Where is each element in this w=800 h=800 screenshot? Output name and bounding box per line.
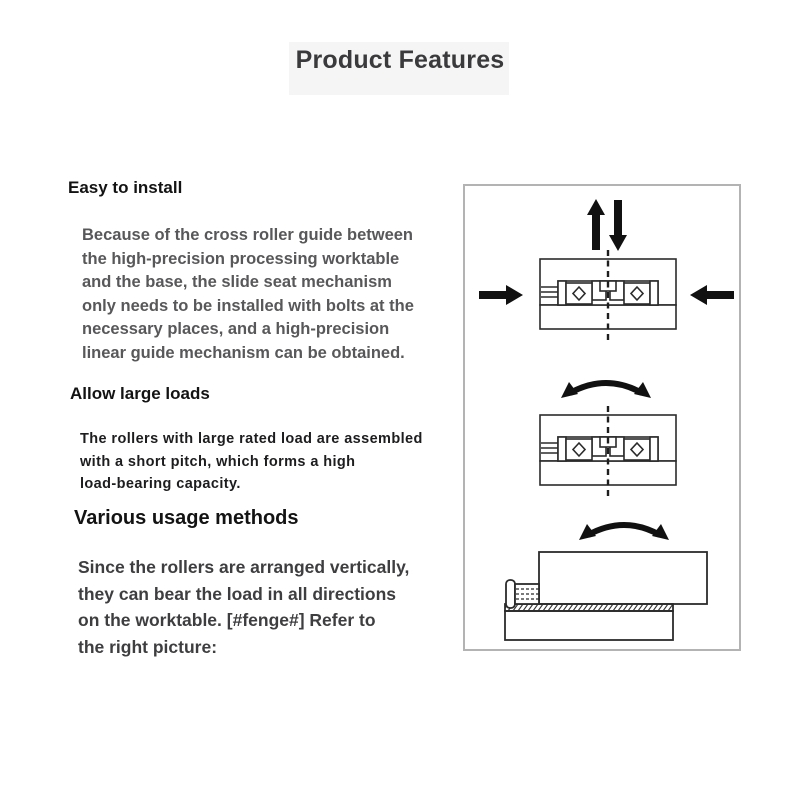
body-line: with a short pitch, which forms a high	[80, 453, 356, 470]
body-various-usage-methods	[78, 554, 409, 660]
body-line: the high-precision processing worktable	[82, 249, 400, 268]
heading-easy-to-install: Easy to install	[68, 178, 183, 197]
swing-arrow-icon	[578, 514, 670, 542]
bolt-head	[506, 580, 515, 608]
body-line: load-bearing capacity.	[80, 476, 241, 492]
cross-roller-guide-section-diagram	[537, 406, 679, 498]
body-line: Since the rollers are arranged vertically,	[78, 557, 410, 577]
diagram-panel	[463, 184, 741, 651]
body-line: on the worktable. [#fenge#] Refer to	[78, 610, 376, 630]
up-down-arrows-icon	[586, 198, 628, 252]
body-line: Because of the cross roller guide between	[82, 226, 414, 244]
slide-table-diagram	[503, 548, 711, 641]
cross-roller-guide-section-diagram	[537, 250, 679, 342]
body-line: linear guide mechanism can be obtained.	[82, 343, 405, 362]
heading-various-usage-methods: Various usage methods	[74, 507, 299, 529]
body-line: the right picture:	[78, 636, 218, 657]
body-allow-large-loads	[80, 428, 423, 496]
body-easy-to-install	[82, 224, 414, 365]
heading-allow-large-loads: Allow large loads	[70, 384, 210, 403]
body-line: only needs to be installed with bolts at the	[82, 296, 414, 315]
base-rect	[505, 611, 673, 640]
body-line: necessary places, and a high-precision	[82, 320, 390, 338]
worktable-rect	[539, 552, 707, 604]
swing-arrow-icon	[560, 372, 652, 400]
rail-strip	[505, 604, 673, 611]
body-line: they can bear the load in all directions	[78, 583, 396, 604]
right-arrow-icon	[478, 282, 524, 308]
body-line: The rollers with large rated load are assembled	[80, 431, 423, 447]
page-title: Product Features	[295, 46, 505, 74]
body-line: and the base, the slide seat mechanism	[82, 273, 392, 291]
left-arrow-icon	[689, 282, 735, 308]
